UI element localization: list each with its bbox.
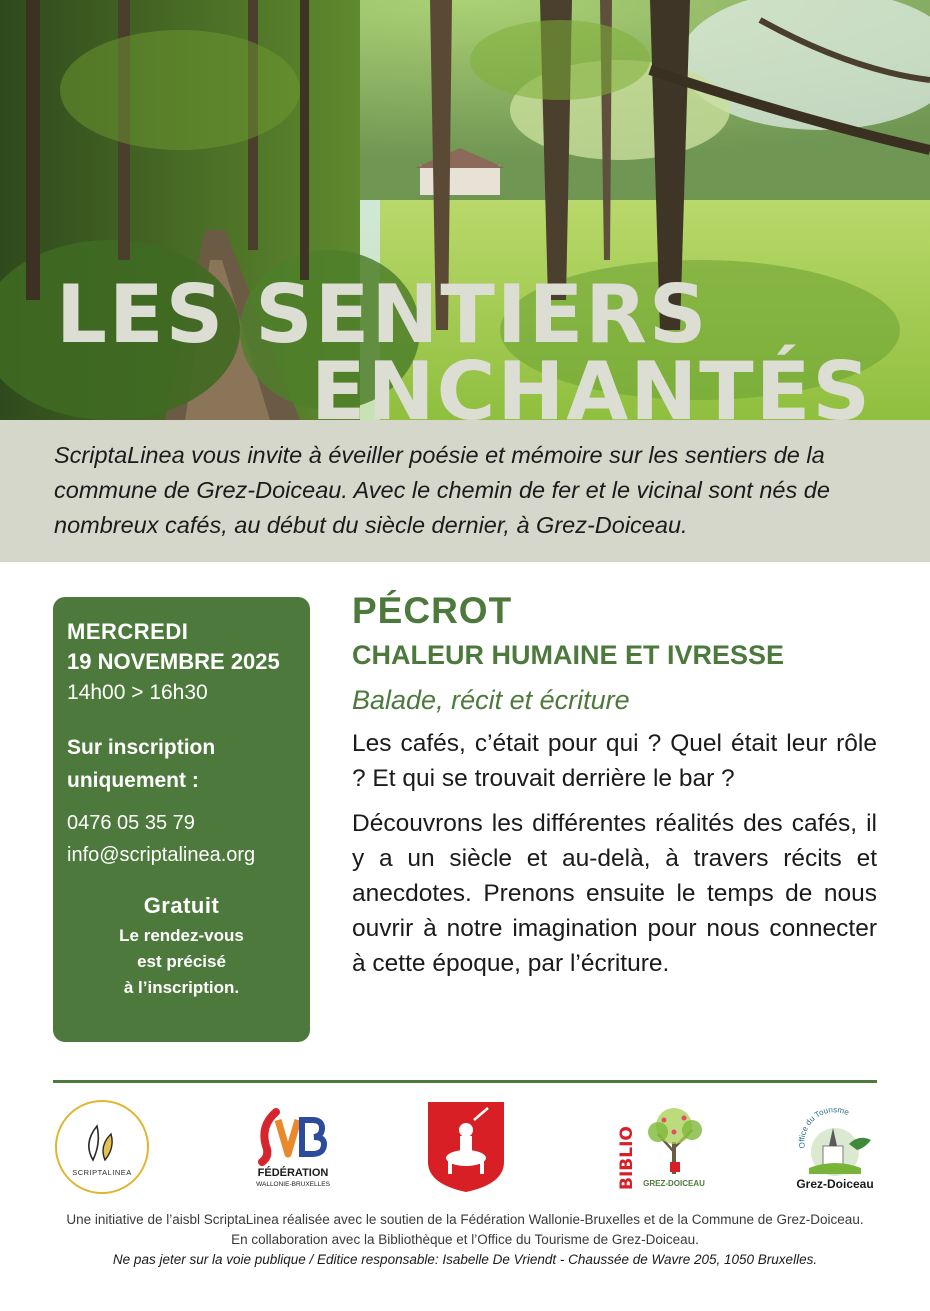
footer-line-2: En collaboration avec la Bibliothèque et l’Office du Tourisme de Grez-Doiceau. — [231, 1232, 699, 1247]
partner-logos — [53, 1098, 877, 1198]
event-activity: Balade, récit et écriture — [352, 685, 630, 715]
registration-line-1: Sur inscription — [67, 736, 216, 759]
footer-line-1: Une initiative de l’aisbl ScriptaLinea réalisée avec le soutien de la Fédération Wallonie-Bruxelles et de la Commune de Grez-Doiceau. — [66, 1212, 864, 1227]
title-line-1: LES SENTIERS — [56, 268, 709, 361]
tourisme-place: Grez-Doiceau — [796, 1177, 874, 1191]
price-label: Gratuit — [143, 893, 220, 918]
contact-phone[interactable]: 0476 05 35 79 — [67, 812, 195, 834]
event-place: PÉCROT — [352, 590, 513, 631]
meeting-note — [67, 923, 296, 1001]
event-time: 14h00 > 16h30 — [67, 681, 208, 704]
biblio-logo — [618, 1102, 710, 1197]
meeting-line-3: à l’inscription. — [123, 978, 240, 997]
biblio-wordmark: BIBLIO — [618, 1126, 637, 1190]
federation-wordmark: FÉDÉRATION — [257, 1167, 329, 1179]
meeting-line-2: est précisé — [137, 952, 226, 971]
event-description — [352, 590, 877, 981]
event-day: MERCREDI — [67, 619, 189, 644]
registration-line-2: uniquement : — [67, 769, 199, 792]
divider — [53, 1080, 877, 1083]
intro-text: ScriptaLinea vous invite à éveiller poésie et mémoire sur les sentiers de la commune de Grez-Doiceau. Avec le chemin de fer et le vicinal sont nés de nombreux cafés, au début du siècle dernier, à Grez-Doiceau. — [54, 442, 830, 538]
title-line-2: ENCHANTÉS — [311, 345, 872, 420]
federation-logo — [248, 1106, 338, 1195]
scriptalinea-wordmark: SCRIPTALINEA — [72, 1168, 132, 1177]
description-paragraph-1: Les cafés, c’était pour qui ? Quel était leur rôle ? Et qui se trouvait derrière le bar ? — [352, 730, 877, 792]
hero-banner — [0, 0, 930, 420]
poster-title — [0, 0, 930, 420]
meeting-line-1: Le rendez-vous — [119, 926, 244, 945]
contact-email[interactable]: info@scriptalinea.org — [67, 844, 256, 866]
biblio-place: GREZ-DOICEAU — [643, 1179, 705, 1188]
commune-shield-logo — [426, 1100, 506, 1199]
registration-note — [67, 731, 296, 797]
tourisme-arc-text: Office du Tourisme — [797, 1108, 851, 1149]
event-date: 19 NOVEMBRE 2025 — [67, 649, 280, 674]
footer — [0, 1210, 930, 1270]
federation-subwordmark: WALLONIE-BRUXELLES — [256, 1181, 330, 1188]
intro-band — [0, 420, 930, 562]
footer-line-3: Ne pas jeter sur la voie publique / Editice responsable: Isabelle De Vriendt - Chaussée de Wavre 205, 1050 Bruxelles. — [112, 1252, 818, 1267]
tourisme-logo — [789, 1108, 881, 1197]
event-info-card — [53, 597, 310, 1042]
description-paragraph-2: Découvrons les différentes réalités des cafés, il y a un siècle et au-delà, à travers récits et anecdotes. Prenons ensuite le temps de nous ouvrir à notre imagination pour nous connecter à cette époque, par l’écriture. — [352, 810, 877, 977]
event-subtitle: CHALEUR HUMAINE ET IVRESSE — [352, 640, 785, 670]
scriptalinea-logo — [53, 1098, 151, 1201]
